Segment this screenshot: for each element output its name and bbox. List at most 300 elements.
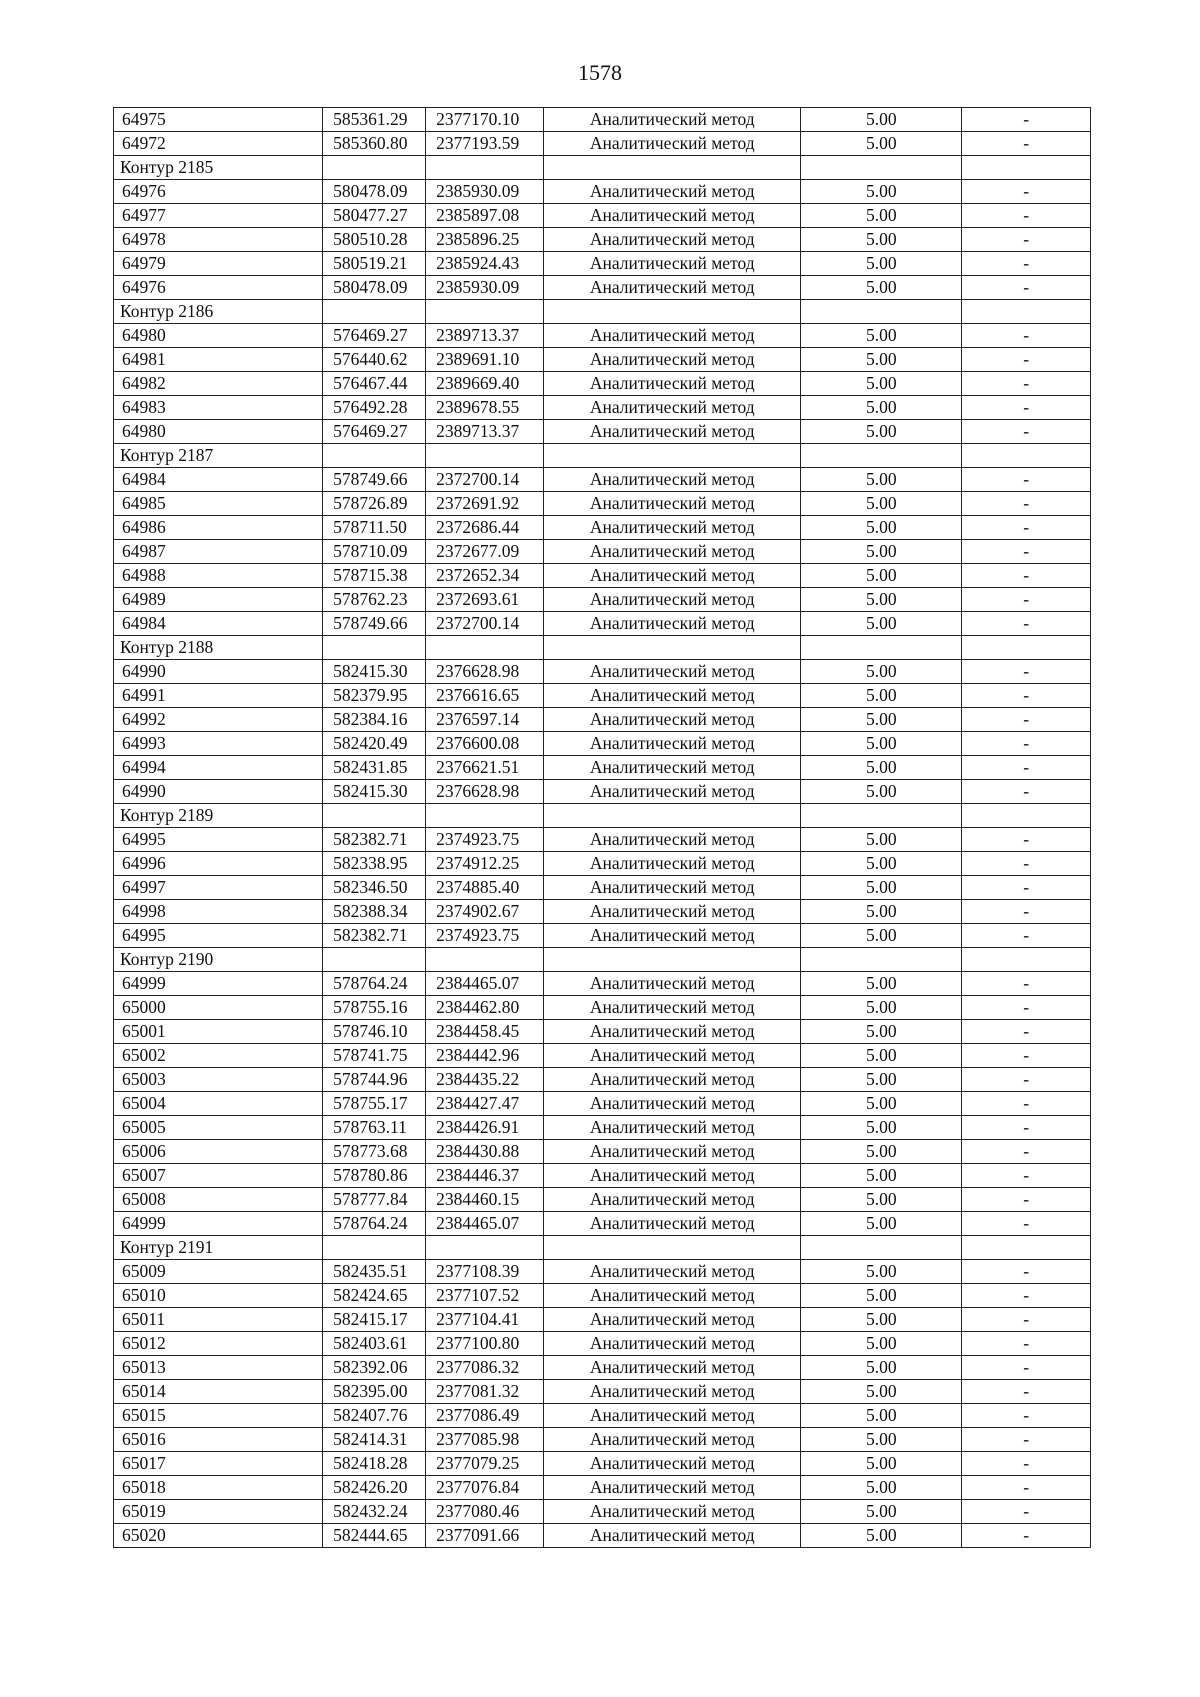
contour-header-row (114, 300, 1091, 324)
point-id-cell: 64987 (114, 540, 323, 564)
y-coordinate-cell: 2377076.84 (426, 1476, 544, 1500)
table-row (114, 516, 1091, 540)
point-id-cell: 64995 (114, 924, 323, 948)
table-row (114, 1212, 1091, 1236)
dash-cell: - (962, 540, 1091, 564)
point-id-cell: 65007 (114, 1164, 323, 1188)
x-coordinate-cell: 578777.84 (323, 1188, 426, 1212)
x-coordinate-cell: 580519.21 (323, 252, 426, 276)
method-cell: Аналитический метод (544, 1212, 801, 1236)
method-cell: Аналитический метод (544, 180, 801, 204)
method-cell (544, 444, 801, 468)
x-coordinate-cell: 580478.09 (323, 180, 426, 204)
y-coordinate-cell: 2376628.98 (426, 660, 544, 684)
point-id-cell: 64998 (114, 900, 323, 924)
y-coordinate-cell: 2384462.80 (426, 996, 544, 1020)
x-coordinate-cell: 578780.86 (323, 1164, 426, 1188)
table-row (114, 828, 1091, 852)
method-cell: Аналитический метод (544, 1020, 801, 1044)
table-row (114, 132, 1091, 156)
contour-header-row (114, 804, 1091, 828)
table-row (114, 1380, 1091, 1404)
dash-cell: - (962, 756, 1091, 780)
error-cell: 5.00 (801, 732, 962, 756)
error-cell: 5.00 (801, 996, 962, 1020)
table-row (114, 732, 1091, 756)
point-id-cell: 64990 (114, 660, 323, 684)
y-coordinate-cell: 2384460.15 (426, 1188, 544, 1212)
point-id-cell: 64980 (114, 324, 323, 348)
error-cell: 5.00 (801, 1212, 962, 1236)
error-cell: 5.00 (801, 348, 962, 372)
dash-cell: - (962, 252, 1091, 276)
error-cell: 5.00 (801, 1452, 962, 1476)
point-id-cell: 65017 (114, 1452, 323, 1476)
method-cell: Аналитический метод (544, 1524, 801, 1548)
error-cell: 5.00 (801, 492, 962, 516)
contour-label-cell: Контур 2187 (114, 444, 323, 468)
point-id-cell: 64977 (114, 204, 323, 228)
y-coordinate-cell: 2377079.25 (426, 1452, 544, 1476)
error-cell: 5.00 (801, 1068, 962, 1092)
point-id-cell: 64979 (114, 252, 323, 276)
error-cell: 5.00 (801, 540, 962, 564)
x-coordinate-cell: 585360.80 (323, 132, 426, 156)
x-coordinate-cell: 576492.28 (323, 396, 426, 420)
table-row (114, 564, 1091, 588)
error-cell: 5.00 (801, 372, 962, 396)
point-id-cell: 64996 (114, 852, 323, 876)
method-cell: Аналитический метод (544, 564, 801, 588)
page-number: 1578 (578, 60, 622, 85)
dash-cell: - (962, 468, 1091, 492)
y-coordinate-cell: 2377108.39 (426, 1260, 544, 1284)
table-row (114, 1524, 1091, 1548)
y-coordinate-cell: 2389669.40 (426, 372, 544, 396)
y-coordinate-cell: 2377085.98 (426, 1428, 544, 1452)
method-cell: Аналитический метод (544, 1260, 801, 1284)
x-coordinate-cell: 582395.00 (323, 1380, 426, 1404)
x-coordinate-cell: 582407.76 (323, 1404, 426, 1428)
error-cell: 5.00 (801, 612, 962, 636)
error-cell: 5.00 (801, 1164, 962, 1188)
y-coordinate-cell: 2384435.22 (426, 1068, 544, 1092)
error-cell (801, 1236, 962, 1260)
y-coordinate-cell: 2377080.46 (426, 1500, 544, 1524)
table-row (114, 852, 1091, 876)
table-row (114, 756, 1091, 780)
error-cell: 5.00 (801, 204, 962, 228)
dash-cell: - (962, 1476, 1091, 1500)
error-cell (801, 636, 962, 660)
dash-cell: - (962, 228, 1091, 252)
error-cell: 5.00 (801, 420, 962, 444)
method-cell: Аналитический метод (544, 852, 801, 876)
x-coordinate-cell: 582426.20 (323, 1476, 426, 1500)
y-coordinate-cell: 2376621.51 (426, 756, 544, 780)
error-cell: 5.00 (801, 180, 962, 204)
point-id-cell: 65002 (114, 1044, 323, 1068)
method-cell: Аналитический метод (544, 372, 801, 396)
dash-cell: - (962, 1044, 1091, 1068)
y-coordinate-cell: 2372686.44 (426, 516, 544, 540)
point-id-cell: 64983 (114, 396, 323, 420)
method-cell: Аналитический метод (544, 132, 801, 156)
error-cell: 5.00 (801, 1524, 962, 1548)
dash-cell (962, 300, 1091, 324)
method-cell: Аналитический метод (544, 228, 801, 252)
error-cell: 5.00 (801, 1044, 962, 1068)
x-coordinate-cell: 582415.17 (323, 1308, 426, 1332)
y-coordinate-cell: 2372691.92 (426, 492, 544, 516)
y-coordinate-cell: 2374885.40 (426, 876, 544, 900)
error-cell: 5.00 (801, 780, 962, 804)
point-id-cell: 65013 (114, 1356, 323, 1380)
dash-cell: - (962, 420, 1091, 444)
method-cell: Аналитический метод (544, 1500, 801, 1524)
error-cell: 5.00 (801, 660, 962, 684)
table-row (114, 1020, 1091, 1044)
method-cell: Аналитический метод (544, 468, 801, 492)
error-cell: 5.00 (801, 1260, 962, 1284)
table-row (114, 876, 1091, 900)
dash-cell: - (962, 828, 1091, 852)
dash-cell: - (962, 1116, 1091, 1140)
table-row (114, 1092, 1091, 1116)
table-row (114, 900, 1091, 924)
method-cell: Аналитический метод (544, 1404, 801, 1428)
point-id-cell: 65015 (114, 1404, 323, 1428)
x-coordinate-cell: 576469.27 (323, 324, 426, 348)
table-row (114, 996, 1091, 1020)
dash-cell: - (962, 204, 1091, 228)
error-cell: 5.00 (801, 252, 962, 276)
contour-label-cell: Контур 2185 (114, 156, 323, 180)
dash-cell: - (962, 396, 1091, 420)
table-row (114, 612, 1091, 636)
y-coordinate-cell: 2384465.07 (426, 1212, 544, 1236)
point-id-cell: 64992 (114, 708, 323, 732)
point-id-cell: 64994 (114, 756, 323, 780)
y-coordinate-cell: 2374923.75 (426, 828, 544, 852)
table-row (114, 1356, 1091, 1380)
y-coordinate-cell: 2389713.37 (426, 324, 544, 348)
method-cell: Аналитический метод (544, 1284, 801, 1308)
x-coordinate-cell: 578773.68 (323, 1140, 426, 1164)
point-id-cell: 64976 (114, 180, 323, 204)
y-coordinate-cell (426, 300, 544, 324)
error-cell: 5.00 (801, 876, 962, 900)
method-cell (544, 948, 801, 972)
dash-cell: - (962, 324, 1091, 348)
dash-cell (962, 1236, 1091, 1260)
table-row (114, 1332, 1091, 1356)
dash-cell: - (962, 1524, 1091, 1548)
y-coordinate-cell: 2372700.14 (426, 612, 544, 636)
error-cell (801, 948, 962, 972)
x-coordinate-cell: 578711.50 (323, 516, 426, 540)
dash-cell: - (962, 1164, 1091, 1188)
method-cell: Аналитический метод (544, 1092, 801, 1116)
x-coordinate-cell: 582444.65 (323, 1524, 426, 1548)
x-coordinate-cell: 580477.27 (323, 204, 426, 228)
method-cell: Аналитический метод (544, 1308, 801, 1332)
y-coordinate-cell: 2374923.75 (426, 924, 544, 948)
method-cell: Аналитический метод (544, 1476, 801, 1500)
x-coordinate-cell: 578764.24 (323, 972, 426, 996)
dash-cell: - (962, 588, 1091, 612)
point-id-cell: 65020 (114, 1524, 323, 1548)
table-row (114, 1476, 1091, 1500)
method-cell: Аналитический метод (544, 1380, 801, 1404)
method-cell: Аналитический метод (544, 876, 801, 900)
x-coordinate-cell: 582415.30 (323, 780, 426, 804)
y-coordinate-cell: 2377170.10 (426, 108, 544, 132)
dash-cell: - (962, 564, 1091, 588)
y-coordinate-cell: 2377091.66 (426, 1524, 544, 1548)
method-cell: Аналитический метод (544, 612, 801, 636)
table-row (114, 1260, 1091, 1284)
point-id-cell: 65018 (114, 1476, 323, 1500)
x-coordinate-cell: 578749.66 (323, 612, 426, 636)
x-coordinate-cell: 582415.30 (323, 660, 426, 684)
x-coordinate-cell: 582346.50 (323, 876, 426, 900)
method-cell: Аналитический метод (544, 684, 801, 708)
dash-cell: - (962, 996, 1091, 1020)
table-row (114, 348, 1091, 372)
y-coordinate-cell: 2377104.41 (426, 1308, 544, 1332)
error-cell: 5.00 (801, 228, 962, 252)
y-coordinate-cell: 2376600.08 (426, 732, 544, 756)
point-id-cell: 64985 (114, 492, 323, 516)
method-cell: Аналитический метод (544, 420, 801, 444)
error-cell: 5.00 (801, 828, 962, 852)
table-row (114, 180, 1091, 204)
method-cell: Аналитический метод (544, 1068, 801, 1092)
contour-label-cell: Контур 2190 (114, 948, 323, 972)
error-cell: 5.00 (801, 684, 962, 708)
dash-cell: - (962, 612, 1091, 636)
point-id-cell: 65004 (114, 1092, 323, 1116)
y-coordinate-cell: 2372693.61 (426, 588, 544, 612)
error-cell (801, 804, 962, 828)
method-cell: Аналитический метод (544, 252, 801, 276)
table-row (114, 1452, 1091, 1476)
point-id-cell: 65000 (114, 996, 323, 1020)
x-coordinate-cell: 578763.11 (323, 1116, 426, 1140)
dash-cell: - (962, 132, 1091, 156)
table-row (114, 276, 1091, 300)
method-cell: Аналитический метод (544, 540, 801, 564)
method-cell: Аналитический метод (544, 1044, 801, 1068)
dash-cell: - (962, 1212, 1091, 1236)
dash-cell (962, 804, 1091, 828)
method-cell: Аналитический метод (544, 492, 801, 516)
error-cell: 5.00 (801, 924, 962, 948)
table-row (114, 1428, 1091, 1452)
point-id-cell: 64972 (114, 132, 323, 156)
contour-label-cell: Контур 2189 (114, 804, 323, 828)
dash-cell: - (962, 900, 1091, 924)
x-coordinate-cell: 578710.09 (323, 540, 426, 564)
dash-cell: - (962, 924, 1091, 948)
table-row (114, 1044, 1091, 1068)
x-coordinate-cell: 578755.17 (323, 1092, 426, 1116)
point-id-cell: 64982 (114, 372, 323, 396)
point-id-cell: 64995 (114, 828, 323, 852)
dash-cell: - (962, 1356, 1091, 1380)
point-id-cell: 64975 (114, 108, 323, 132)
dash-cell: - (962, 876, 1091, 900)
point-id-cell: 64978 (114, 228, 323, 252)
dash-cell: - (962, 1452, 1091, 1476)
point-id-cell: 64989 (114, 588, 323, 612)
contour-label-cell: Контур 2191 (114, 1236, 323, 1260)
y-coordinate-cell (426, 948, 544, 972)
error-cell: 5.00 (801, 564, 962, 588)
point-id-cell: 64980 (114, 420, 323, 444)
x-coordinate-cell: 578715.38 (323, 564, 426, 588)
y-coordinate-cell: 2377100.80 (426, 1332, 544, 1356)
contour-header-row (114, 948, 1091, 972)
x-coordinate-cell: 578755.16 (323, 996, 426, 1020)
error-cell (801, 156, 962, 180)
method-cell: Аналитический метод (544, 1140, 801, 1164)
x-coordinate-cell: 585361.29 (323, 108, 426, 132)
error-cell: 5.00 (801, 1332, 962, 1356)
x-coordinate-cell (323, 300, 426, 324)
x-coordinate-cell: 578726.89 (323, 492, 426, 516)
x-coordinate-cell: 580510.28 (323, 228, 426, 252)
y-coordinate-cell: 2384458.45 (426, 1020, 544, 1044)
y-coordinate-cell: 2389691.10 (426, 348, 544, 372)
error-cell: 5.00 (801, 756, 962, 780)
table-row (114, 588, 1091, 612)
dash-cell: - (962, 1020, 1091, 1044)
point-id-cell: 64988 (114, 564, 323, 588)
x-coordinate-cell: 582424.65 (323, 1284, 426, 1308)
table-row (114, 204, 1091, 228)
contour-header-row (114, 1236, 1091, 1260)
table-row (114, 1500, 1091, 1524)
dash-cell: - (962, 516, 1091, 540)
coordinates-table (113, 107, 1091, 1548)
y-coordinate-cell (426, 804, 544, 828)
x-coordinate-cell: 582431.85 (323, 756, 426, 780)
y-coordinate-cell: 2389678.55 (426, 396, 544, 420)
method-cell: Аналитический метод (544, 324, 801, 348)
point-id-cell: 65003 (114, 1068, 323, 1092)
y-coordinate-cell: 2376628.98 (426, 780, 544, 804)
x-coordinate-cell (323, 444, 426, 468)
error-cell: 5.00 (801, 852, 962, 876)
dash-cell: - (962, 1380, 1091, 1404)
dash-cell: - (962, 1092, 1091, 1116)
x-coordinate-cell: 578746.10 (323, 1020, 426, 1044)
point-id-cell: 64997 (114, 876, 323, 900)
dash-cell: - (962, 660, 1091, 684)
error-cell: 5.00 (801, 396, 962, 420)
error-cell: 5.00 (801, 1500, 962, 1524)
point-id-cell: 65016 (114, 1428, 323, 1452)
y-coordinate-cell: 2377107.52 (426, 1284, 544, 1308)
method-cell (544, 636, 801, 660)
dash-cell: - (962, 1260, 1091, 1284)
x-coordinate-cell: 582414.31 (323, 1428, 426, 1452)
table-row (114, 924, 1091, 948)
dash-cell: - (962, 276, 1091, 300)
dash-cell: - (962, 348, 1091, 372)
method-cell: Аналитический метод (544, 780, 801, 804)
error-cell: 5.00 (801, 1116, 962, 1140)
point-id-cell: 64999 (114, 1212, 323, 1236)
point-id-cell: 65008 (114, 1188, 323, 1212)
x-coordinate-cell: 582392.06 (323, 1356, 426, 1380)
method-cell: Аналитический метод (544, 1452, 801, 1476)
point-id-cell: 64981 (114, 348, 323, 372)
error-cell: 5.00 (801, 1020, 962, 1044)
x-coordinate-cell: 582418.28 (323, 1452, 426, 1476)
method-cell: Аналитический метод (544, 396, 801, 420)
x-coordinate-cell: 582379.95 (323, 684, 426, 708)
method-cell: Аналитический метод (544, 1164, 801, 1188)
dash-cell (962, 948, 1091, 972)
method-cell: Аналитический метод (544, 1356, 801, 1380)
dash-cell (962, 156, 1091, 180)
table-row (114, 492, 1091, 516)
y-coordinate-cell: 2377086.49 (426, 1404, 544, 1428)
dash-cell: - (962, 1284, 1091, 1308)
table-row (114, 252, 1091, 276)
point-id-cell: 64993 (114, 732, 323, 756)
method-cell: Аналитический метод (544, 1332, 801, 1356)
method-cell: Аналитический метод (544, 756, 801, 780)
dash-cell: - (962, 492, 1091, 516)
dash-cell (962, 636, 1091, 660)
point-id-cell: 65001 (114, 1020, 323, 1044)
error-cell: 5.00 (801, 1188, 962, 1212)
x-coordinate-cell: 582338.95 (323, 852, 426, 876)
x-coordinate-cell: 580478.09 (323, 276, 426, 300)
method-cell: Аналитический метод (544, 276, 801, 300)
y-coordinate-cell (426, 156, 544, 180)
x-coordinate-cell: 576467.44 (323, 372, 426, 396)
y-coordinate-cell: 2384446.37 (426, 1164, 544, 1188)
y-coordinate-cell: 2385930.09 (426, 180, 544, 204)
error-cell: 5.00 (801, 108, 962, 132)
method-cell: Аналитический метод (544, 1428, 801, 1452)
method-cell (544, 156, 801, 180)
point-id-cell: 64976 (114, 276, 323, 300)
y-coordinate-cell: 2385896.25 (426, 228, 544, 252)
x-coordinate-cell: 582382.71 (323, 828, 426, 852)
dash-cell: - (962, 1140, 1091, 1164)
x-coordinate-cell: 582432.24 (323, 1500, 426, 1524)
dash-cell: - (962, 1188, 1091, 1212)
contour-header-row (114, 636, 1091, 660)
x-coordinate-cell (323, 948, 426, 972)
table-row (114, 1068, 1091, 1092)
table-row (114, 1404, 1091, 1428)
x-coordinate-cell: 576440.62 (323, 348, 426, 372)
point-id-cell: 65019 (114, 1500, 323, 1524)
error-cell: 5.00 (801, 468, 962, 492)
point-id-cell: 64991 (114, 684, 323, 708)
table-row (114, 540, 1091, 564)
x-coordinate-cell: 582420.49 (323, 732, 426, 756)
method-cell: Аналитический метод (544, 900, 801, 924)
dash-cell (962, 444, 1091, 468)
